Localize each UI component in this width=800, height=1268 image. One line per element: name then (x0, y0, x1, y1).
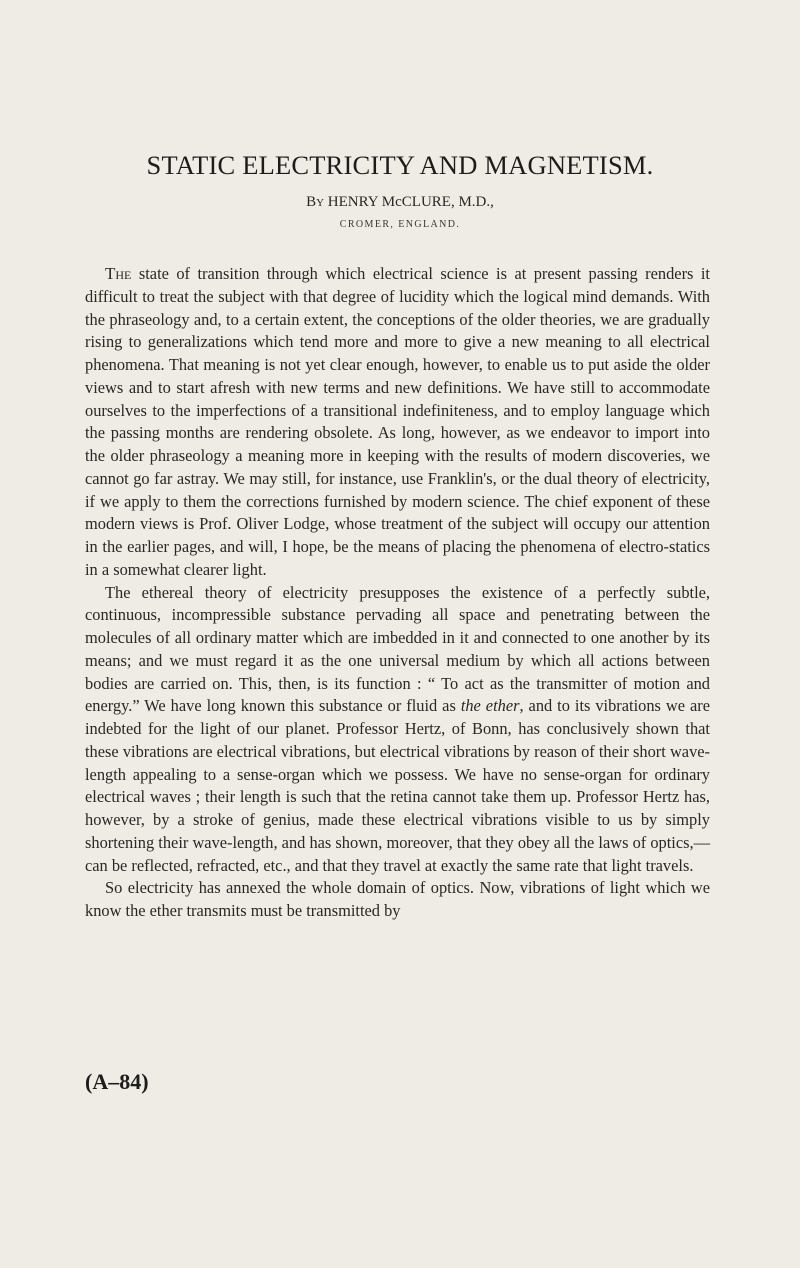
article-title: STATIC ELECTRICITY AND MAGNETISM. (146, 150, 654, 180)
paragraph-2-text-b: , and to its vibrations we are indebted for the light of our planet. Professor Hertz, of Bonn, has conclusively shown that these vibrations are electrical vibrations, but electrical vibrations by reason of their short wave-length appealing to a sense-organ which we possess. We have no sense-organ for ordinary electrical waves ; their length is such that the retina cannot take them up. Professor Hertz has, however, by a stroke of genius, made these electrical vibrations visible to us by simply shortening their wave-length, and has shown, moreover, that they obey all the laws of optics,—can be reflected, refracted, etc., and that they travel at exactly the same rate that light travels. (85, 696, 710, 875)
paragraph-2-italic-term: the ether (460, 696, 520, 716)
paragraph-1-text: state of transition through which electrical science is at present passing renders it difficult to treat the subject with that degree of lucidity which the logical mind demands. With the phraseology and, to a certain extent, the conceptions of the older theories, we are gradually rising to generalizations which tend more and more to give a new meaning to all electrical phenomena. That meaning is not yet clear enough, however, to enable us to put aside the older views and to start afresh with new terms and new definitions. We have still to accommodate ourselves to the imperfections of a transitional indefiniteness, and to employ language which the passing months are rendering obsolete. As long, however, as we endeavor to import into the older phraseology a meaning more in keeping with the results of modern discoveries, we cannot go far astray. We may still, for instance, use Franklin's, or the dual theory of electricity, if we apply to them the corrections furnished by modern science. The chief exponent of these modern views is Prof. Oliver Lodge, whose treatment of the subject will occupy our attention in the earlier pages, and will, I hope, be the means of placing the phenomena of electro-statics in a somewhat clearer light. (85, 264, 710, 579)
paragraph-1-lead-word: The (105, 264, 132, 283)
author-location: CROMER, ENGLAND. (339, 219, 461, 230)
paragraph-3: So electricity has annexed the whole domain of optics. Now, vibrations of light which we know the ether transmits must be transmitted by (85, 878, 710, 920)
paragraph-2 (85, 582, 710, 878)
paragraph-1 (85, 263, 710, 582)
author-byline (0, 194, 800, 211)
article-body (85, 263, 710, 923)
paragraph-2-text-a: The ethereal theory of electricity presupposes the existence of a perfectly subtle, continuous, incompressible substance pervading all space and penetrating between the molecules of all ordinary matter which are imbedded in it and connected to one another by its means; and we must regard it as the one universal medium by which all actions between bodies are carried on. This, then, is its function : “ To act as the transmitter of motion and energy.” We have long known this substance or fluid as (85, 582, 710, 716)
byline-prefix: By (306, 194, 325, 210)
plate-number: (A–84) (85, 1069, 149, 1094)
author-name: HENRY McCLURE, M.D., (324, 194, 494, 210)
